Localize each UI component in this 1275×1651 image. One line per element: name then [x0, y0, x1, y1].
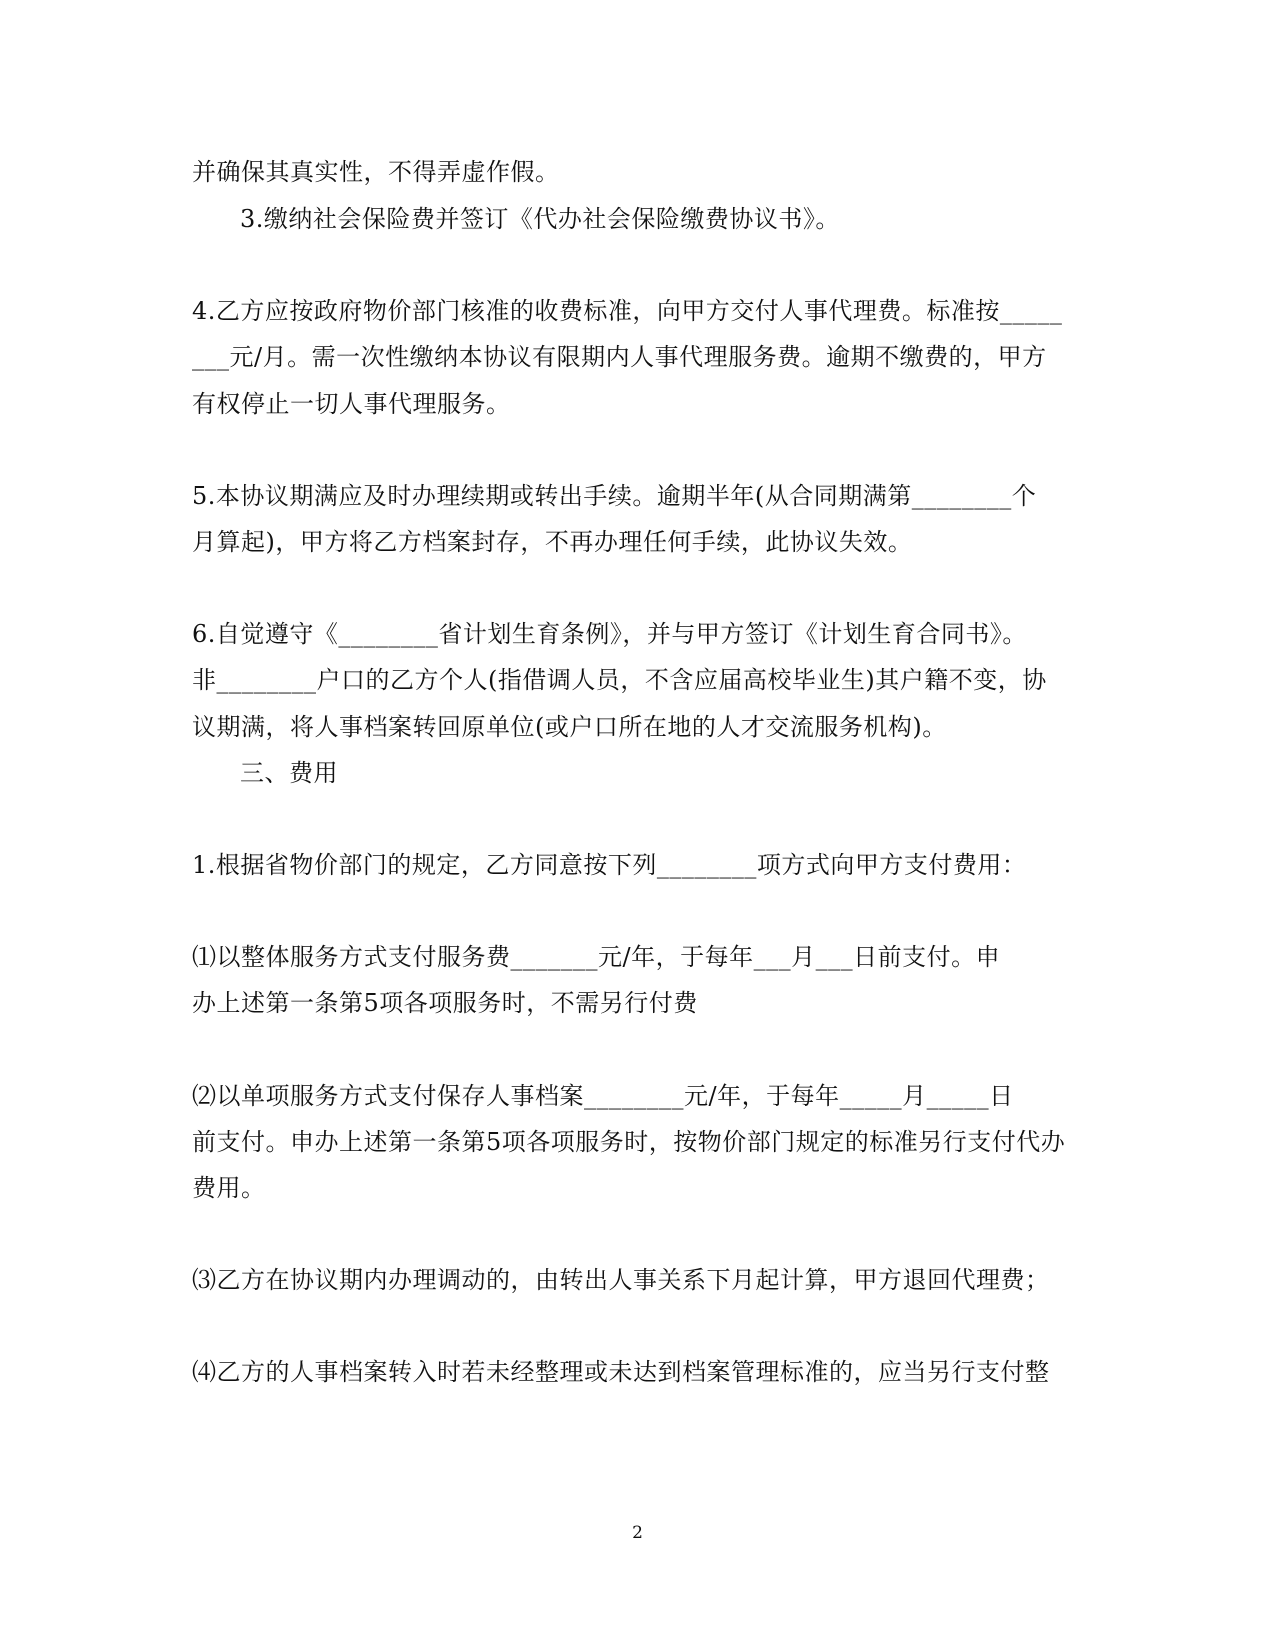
- text-line: 办上述第一条第5项各项服务时，不需另行付费: [192, 989, 698, 1017]
- text-line: ⑷乙方的人事档案转入时若未经整理或未达到档案管理标准的，应当另行支付整: [192, 1358, 1050, 1386]
- text-line: 6.自觉遵守《________省计划生育条例》，并与甲方签订《计划生育合同书》。: [192, 620, 1027, 648]
- text-line: 5.本协议期满应及时办理续期或转出手续。逾期半年(从合同期满第________个: [192, 482, 1037, 510]
- text-line: ___元/月。需一次性缴纳本协议有限期内人事代理服务费。逾期不缴费的，甲方: [192, 343, 1047, 371]
- text-line: 非________户口的乙方个人(指借调人员，不含应届高校毕业生)其户籍不变，协: [192, 666, 1047, 694]
- text-line: 4.乙方应按政府物价部门核准的收费标准，向甲方交付人事代理费。标准按_____: [192, 297, 1063, 325]
- text-line: ⑵以单项服务方式支付保存人事档案________元/年，于每年_____月_____日: [192, 1082, 1014, 1110]
- text-line: 3.缴纳社会保险费并签订《代办社会保险缴费协议书》。: [240, 205, 840, 233]
- text-line: 费用。: [192, 1174, 266, 1202]
- text-line: 并确保其真实性，不得弄虚作假。: [192, 158, 560, 186]
- text-line: ⑴以整体服务方式支付服务费_______元/年，于每年___月___日前支付。申: [192, 943, 1001, 971]
- text-line: 前支付。申办上述第一条第5项各项服务时，按物价部门规定的标准另行支付代办: [192, 1128, 1066, 1156]
- text-line: 议期满，将人事档案转回原单位(或户口所在地的人才交流服务机构)。: [192, 713, 947, 741]
- text-line: 月算起)，甲方将乙方档案封存，不再办理任何手续，此协议失效。: [192, 528, 913, 556]
- text-line: 1.根据省物价部门的规定，乙方同意按下列________项方式向甲方支付费用：: [192, 851, 1027, 879]
- section-heading: 三、费用: [240, 759, 338, 787]
- text-line: 有权停止一切人事代理服务。: [192, 390, 511, 418]
- page-number: 2: [632, 1523, 643, 1543]
- text-line: ⑶乙方在协议期内办理调动的，由转出人事关系下月起计算，甲方退回代理费；: [192, 1266, 1050, 1294]
